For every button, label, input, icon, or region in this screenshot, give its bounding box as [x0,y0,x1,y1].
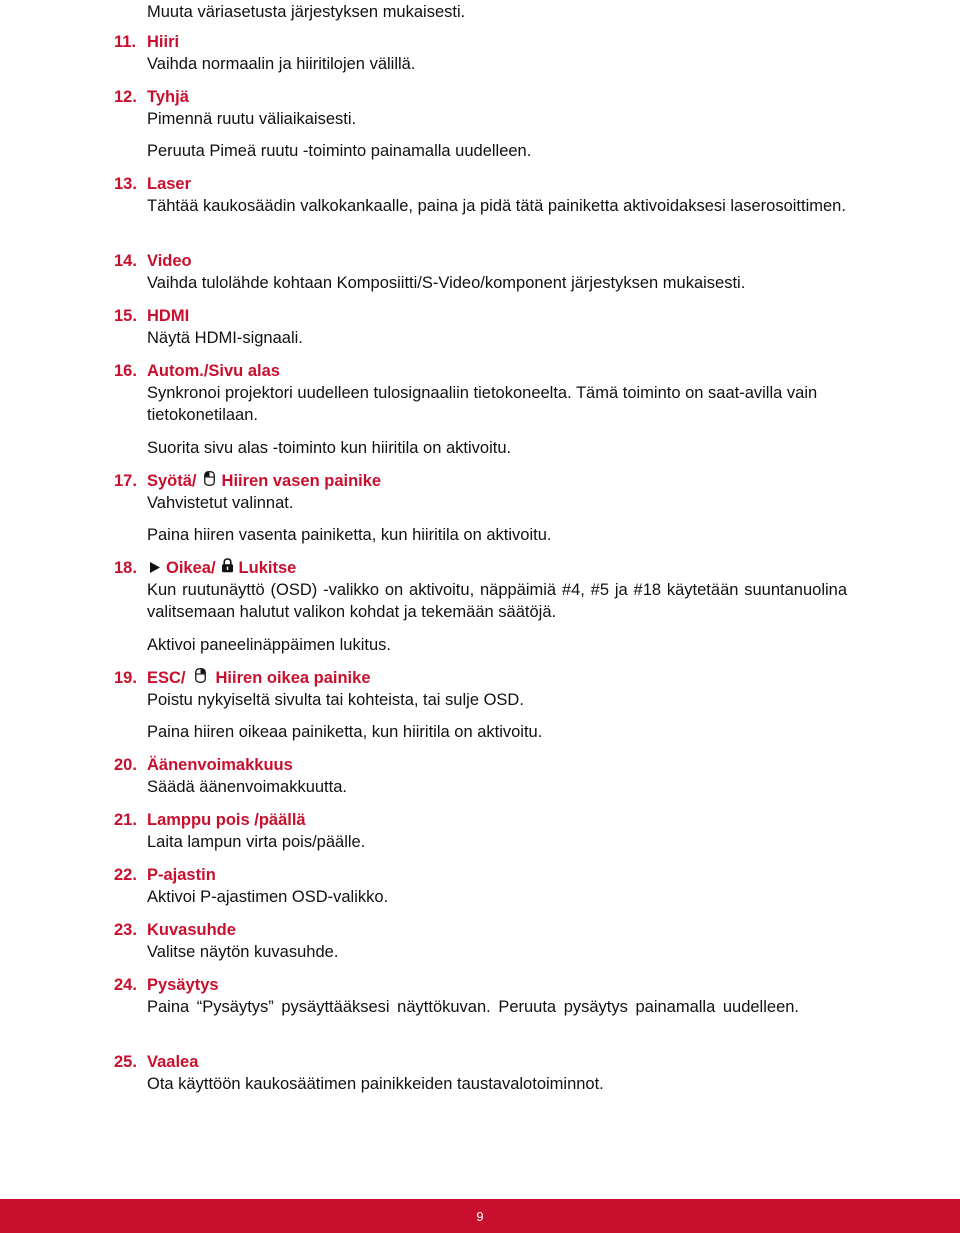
item-title: Video [147,252,192,270]
item-description: Paina hiiren oikeaa painiketta, kun hiiritila on aktivoitu. [147,723,543,741]
item-title: Pysäytys [147,976,219,994]
right-arrow-icon [150,557,160,579]
page-number: 9 [476,1209,484,1224]
item-description: Paina “Pysäytys” pysäyttääksesi näyttökuvan. Peruuta pysäytys painamalla uudelleen. [147,998,800,1016]
item-number: 11. [114,33,137,51]
item-description: Säädä äänenvoimakkuutta. [147,778,347,796]
item-title: Kuvasuhde [147,921,236,939]
lock-icon [221,557,234,579]
item-number: 12. [114,88,137,106]
item-title-key: ESC/ [147,669,186,687]
item-title-key: Oikea/ [166,559,216,577]
item-title: Vaalea [147,1053,199,1071]
item-description: Laita lampun virta pois/päälle. [147,833,366,851]
item-description: Tähtää kaukosäädin valkokankaalle, paina ja pidä tätä painiketta aktivoidaksesi laserosoittimen. [147,197,846,215]
item-title: Autom./Sivu alas [147,362,280,380]
item-description: Suorita sivu alas -toiminto kun hiiritila on aktivoitu. [147,439,512,457]
item-description: Poistu nykyiseltä sivulta tai kohteista, tai sulje OSD. [147,691,524,709]
item-title: Laser [147,175,192,193]
item-title: Hiiri [147,33,180,51]
item-title: P-ajastin [147,866,216,884]
intro-line: Muuta väriasetusta järjestyksen mukaisesti. [147,3,466,21]
item-number: 14. [114,252,137,270]
item-number: 15. [114,307,137,325]
page-footer-bar [0,1199,960,1233]
item-number: 16. [114,362,137,380]
item-title: Äänenvoimakkuus [147,756,293,774]
item-number: 17. [114,472,137,490]
item-number: 24. [114,976,137,994]
item-number: 23. [114,921,137,939]
item-title: Lamppu pois /päällä [147,811,306,829]
item-title-function: Hiiren oikea painike [215,669,371,687]
item-description: Näytä HDMI-signaali. [147,329,303,347]
item-title-function: Lukitse [238,559,297,577]
mouse-left-icon [204,470,215,492]
item-description: Pimennä ruutu väliaikaisesti. [147,110,357,128]
item-title-function: Hiiren vasen painike [221,472,382,490]
item-description: Vaihda normaalin ja hiiritilojen välillä. [147,55,416,73]
item-title: HDMI [147,307,190,325]
item-title: Tyhjä [147,88,189,106]
item-description: Kun ruutunäyttö (OSD) -valikko on aktivoitu, näppäimiä #4, #5 ja #18 käytetään suuntanuolina valitsemaan halutut valikon kohdat ja tekemään säätöjä. [147,581,847,621]
item-number: 25. [114,1053,137,1071]
item-description: Vaihda tulolähde kohtaan Komposiitti/S-Video/komponent järjestyksen mukaisesti. [147,274,746,292]
item-title [147,470,381,492]
item-description: Peruuta Pimeä ruutu -toiminto painamalla uudelleen. [147,142,532,160]
item-number: 18. [114,559,137,577]
item-number: 22. [114,866,137,884]
item-description: Aktivoi paneelinäppäimen lukitus. [147,636,391,654]
item-number: 20. [114,756,137,774]
item-description: Vahvistetut valinnat. [147,494,294,512]
item-number: 21. [114,811,137,829]
item-description: Synkronoi projektori uudelleen tulosignaaliin tietokoneelta. Tämä toiminto on saat-avilla vain tietokonetilaan. [147,384,818,424]
item-description: Ota käyttöön kaukosäätimen painikkeiden taustavalotoiminnot. [147,1075,604,1093]
item-description: Valitse näytön kuvasuhde. [147,943,339,961]
item-number: 19. [114,669,137,687]
item-title [147,557,296,579]
mouse-right-icon [195,667,206,689]
item-title-key: Syötä/ [147,472,197,490]
item-description: Aktivoi P-ajastimen OSD-valikko. [147,888,389,906]
item-title [147,667,371,689]
item-number: 13. [114,175,137,193]
item-description: Paina hiiren vasenta painiketta, kun hiiritila on aktivoitu. [147,526,552,544]
